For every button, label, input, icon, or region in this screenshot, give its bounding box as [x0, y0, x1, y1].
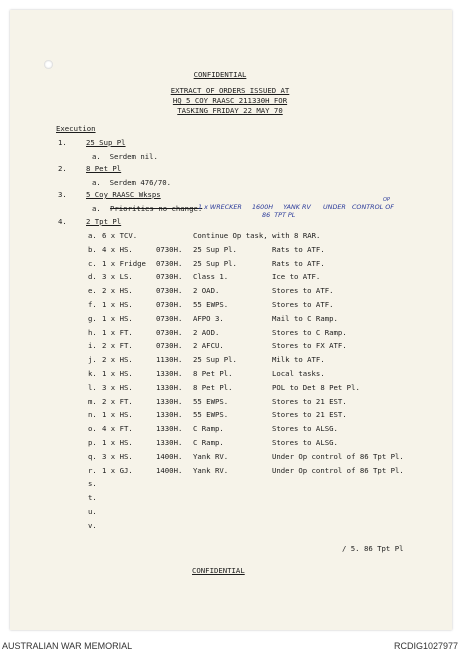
task-letter: m.: [88, 396, 97, 406]
title-line-3: TASKING FRIDAY 22 MAY 70: [177, 106, 283, 115]
task-vehicles: 2 x HS.: [102, 286, 133, 296]
section-sub-prefix: a.: [92, 204, 110, 213]
task-vehicles: 1 x HS.: [102, 300, 133, 309]
task-description: Stores to ALSG.: [272, 424, 338, 434]
task-letter: q.: [88, 451, 97, 461]
task-vehicles: 2 x HS.: [102, 355, 133, 365]
task-location: 25 Sup Pl.: [193, 258, 237, 268]
task-description: Rats to ATF.: [272, 244, 325, 254]
task-vehicles: 1 x HS.: [102, 438, 133, 447]
task-time: 1130H.: [156, 355, 183, 365]
task-location: C Ramp.: [193, 438, 224, 447]
task-letter: o.: [88, 424, 97, 434]
task-time: 0730H.: [156, 258, 183, 268]
task-letter: c.: [88, 258, 97, 268]
task-location: 2 OAD.: [193, 286, 220, 296]
task-time: 0730H.: [156, 341, 183, 351]
task-time: 1400H.: [156, 451, 183, 461]
task-letter: s.: [88, 479, 97, 489]
section-number: 1.: [58, 138, 67, 147]
section-number: 2.: [58, 164, 67, 173]
handwritten-annotation-line-2: 86 TPT PL: [262, 211, 296, 219]
task-vehicles: 1 x HS.: [102, 369, 133, 378]
task-letter: l.: [88, 382, 97, 392]
task-location: 55 EWPS.: [193, 396, 229, 406]
section-title: 8 Pet Pl: [86, 164, 122, 173]
task-location: 2 AFCU.: [193, 341, 224, 351]
task-description: Stores to 21 EST.: [272, 396, 347, 406]
archive-credit: AUSTRALIAN WAR MEMORIAL: [2, 641, 133, 651]
section-title: 25 Sup Pl: [86, 138, 126, 147]
task-location: 25 Sup Pl.: [193, 355, 237, 365]
task-vehicles: 1 x HS.: [102, 410, 133, 420]
task-letter: r.: [88, 465, 97, 475]
task-location: Yank RV.: [193, 451, 229, 461]
task-letter: e.: [88, 286, 97, 296]
task-location: Class 1.: [193, 272, 229, 282]
section-sub-item: a. Serdem 476/70.: [92, 178, 172, 187]
section-number: 4.: [58, 217, 67, 226]
task-time: 0730H.: [156, 300, 183, 309]
task-time: 1330H.: [156, 396, 183, 406]
section-title: 2 Tpt Pl: [86, 217, 122, 226]
section-sub-item: a. Serdem nil.: [92, 152, 158, 161]
task-vehicles: 1 x FT.: [102, 327, 133, 337]
task-vehicles: 4 x HS.: [102, 244, 133, 254]
task-vehicles: 2 x FT.: [102, 341, 133, 351]
task-letter: a.: [88, 231, 97, 240]
task-time: 0730H.: [156, 244, 183, 254]
task-letter: f.: [88, 300, 97, 309]
section-number: 3.: [58, 190, 67, 199]
task-location: 8 Pet Pl.: [193, 382, 233, 392]
task-location: Continue Op task, with 8 RAR.: [193, 231, 321, 240]
task-letter: d.: [88, 272, 97, 282]
task-description: Stores to FX ATF.: [272, 341, 347, 351]
task-location: 55 EWPS.: [193, 410, 229, 420]
task-location: 25 Sup Pl.: [193, 244, 237, 254]
task-time: 1330H.: [156, 369, 183, 378]
task-location: 8 Pet Pl.: [193, 369, 233, 378]
title-line-2: HQ 5 COY RAASC 211330H FOR: [172, 96, 288, 105]
task-description: Mail to C Ramp.: [272, 313, 338, 323]
task-time: 1330H.: [156, 382, 183, 392]
task-description: Milk to ATF.: [272, 355, 325, 365]
task-time: 1400H.: [156, 465, 183, 475]
task-description: Stores to C Ramp.: [272, 327, 347, 337]
task-vehicles: 4 x FT.: [102, 424, 133, 434]
punch-hole: [44, 60, 53, 69]
task-location: C Ramp.: [193, 424, 224, 434]
task-location: 2 AOD.: [193, 327, 220, 337]
task-description: Local tasks.: [272, 369, 325, 378]
task-location: 55 EWPS.: [193, 300, 229, 309]
task-letter: p.: [88, 438, 97, 447]
task-time: 0730H.: [156, 313, 183, 323]
section-title: 5 Coy RAASC Wksps: [86, 190, 161, 199]
task-description: Rats to ATF.: [272, 258, 325, 268]
handwritten-annotation: 1 x WRECKER 1600H YANK RV UNDER CONTROL OF: [198, 203, 394, 211]
task-location: Yank RV.: [193, 465, 229, 475]
task-vehicles: 3 x LS.: [102, 272, 133, 282]
task-vehicles: 3 x HS.: [102, 451, 133, 461]
task-description: Stores to ALSG.: [272, 438, 338, 447]
task-letter: t.: [88, 493, 97, 503]
task-time: 0730H.: [156, 327, 183, 337]
task-letter: k.: [88, 369, 97, 378]
task-vehicles: 1 x Fridge: [102, 258, 146, 268]
execution-heading: Execution: [56, 124, 96, 133]
task-letter: v.: [88, 520, 97, 530]
task-description: Ice to ATF.: [272, 272, 321, 282]
classification-footer: CONFIDENTIAL: [192, 566, 245, 575]
task-time: 0730H.: [156, 272, 183, 282]
task-vehicles: 2 x FT.: [102, 396, 133, 406]
task-letter: n.: [88, 410, 97, 420]
task-time: 1330H.: [156, 438, 183, 447]
task-vehicles: 1 x GJ.: [102, 465, 133, 475]
classification-header: CONFIDENTIAL: [193, 70, 247, 79]
task-vehicles: 6 x TCV.: [102, 231, 138, 240]
task-vehicles: 3 x HS.: [102, 382, 133, 392]
struck-through-text: Priorities no change.: [110, 204, 203, 213]
task-description: Stores to ATF.: [272, 300, 334, 309]
task-description: Under Op control of 86 Tpt Pl.: [272, 465, 404, 475]
task-description: Stores to 21 EST.: [272, 410, 347, 420]
signature-block: / 5. 86 Tpt Pl: [342, 544, 404, 553]
task-description: POL to Det 8 Pet Pl.: [272, 382, 360, 392]
task-time: 1330H.: [156, 410, 183, 420]
task-vehicles: 1 x HS.: [102, 313, 133, 323]
title-line-1: EXTRACT OF ORDERS ISSUED AT: [170, 86, 290, 95]
task-time: 0730H.: [156, 286, 183, 296]
task-letter: i.: [88, 341, 97, 351]
handwritten-caret-word: OP: [383, 197, 390, 203]
task-time: 1330H.: [156, 424, 183, 434]
task-letter: h.: [88, 327, 97, 337]
task-description: Under Op control of 86 Tpt Pl.: [272, 451, 404, 461]
task-letter: g.: [88, 313, 97, 323]
task-letter: j.: [88, 355, 97, 365]
task-description: Stores to ATF.: [272, 286, 334, 296]
task-letter: b.: [88, 244, 97, 254]
task-location: AFPO 3.: [193, 313, 224, 323]
archive-reference: RCDIG1027977: [393, 641, 458, 651]
task-letter: u.: [88, 507, 97, 516]
